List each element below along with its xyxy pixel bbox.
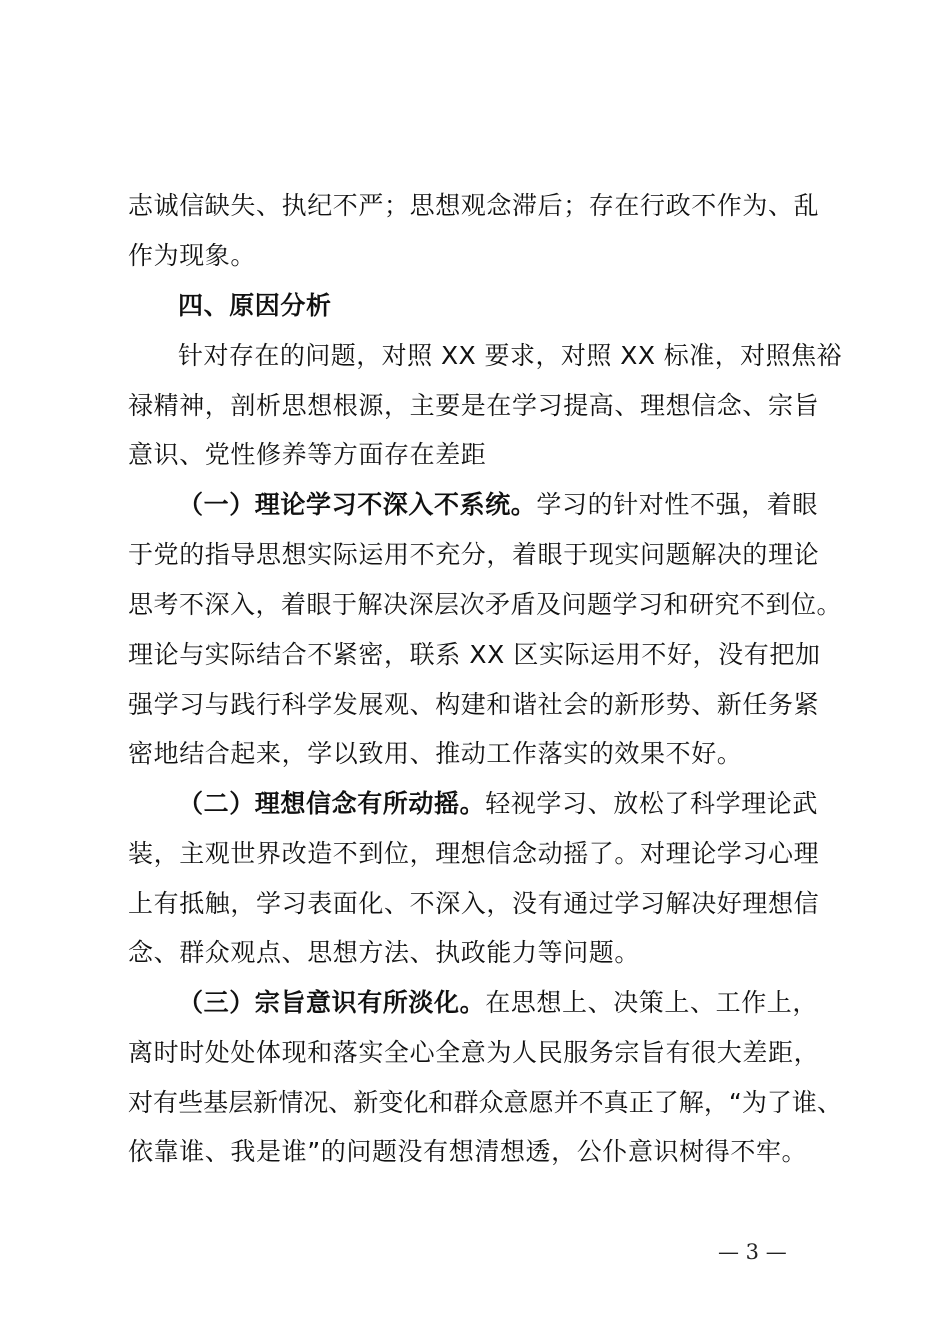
paragraph-line: 上有抵触，学习表面化、不深入，没有通过学习解决好理想信 — [128, 889, 820, 918]
subsection-3-first-line — [178, 988, 818, 1018]
paragraph-line: 依靠谁、我是谁”的问题没有想清想透，公仆意识树得不牢。 — [128, 1137, 808, 1166]
paragraph-line: 作为现象。 — [128, 241, 257, 270]
paragraph-line: 理论与实际结合不紧密，联系 XX 区实际运用不好，没有把加 — [128, 640, 821, 669]
subsection-2-text: 轻视学习、放松了科学理论武 — [485, 789, 819, 818]
paragraph-line: 装，主观世界改造不到位，理想信念动摇了。对理论学习心理 — [128, 839, 820, 868]
paragraph-line: 意识、党性修养等方面存在差距 — [128, 440, 487, 469]
paragraph-line: 于党的指导思想实际运用不充分，着眼于现实问题解决的理论 — [128, 540, 820, 569]
subsection-2-title: （二）理想信念有所动摇。 — [178, 789, 486, 818]
paragraph-line: 密地结合起来，学以致用、推动工作落实的效果不好。 — [128, 739, 743, 768]
subsection-1-title: （一）理论学习不深入不系统。 — [178, 490, 537, 519]
paragraph-line: 志诚信缺失、执纪不严；思想观念滞后；存在行政不作为、乱 — [128, 191, 820, 220]
paragraph-line: 离时时处处体现和落实全心全意为人民服务宗旨有很大差距， — [128, 1038, 820, 1067]
paragraph-line: 思考不深入，着眼于解决深层次矛盾及问题学习和研究不到位。 — [128, 590, 842, 619]
subsection-1-first-line — [178, 490, 818, 520]
subsection-1-text: 学习的针对性不强，着眼 — [536, 490, 819, 519]
paragraph-line: 禄精神，剖析思想根源，主要是在学习提高、理想信念、宗旨 — [128, 391, 820, 420]
section-title: 四、原因分析 — [178, 291, 332, 320]
subsection-3-title: （三）宗旨意识有所淡化。 — [178, 988, 486, 1017]
paragraph-line: 对有些基层新情况、新变化和群众意愿并不真正了解，“为了谁、 — [128, 1088, 842, 1117]
paragraph-line: 针对存在的问题，对照 XX 要求，对照 XX 标准，对照焦裕 — [178, 341, 842, 370]
subsection-2-first-line — [178, 789, 818, 819]
paragraph-line: 强学习与践行科学发展观、构建和谐社会的新形势、新任务紧 — [128, 690, 820, 719]
paragraph-line: 念、群众观点、思想方法、执政能力等问题。 — [128, 938, 641, 967]
subsection-3-text: 在思想上、决策上、工作上， — [485, 988, 819, 1017]
page-number: — 3 — — [718, 1240, 787, 1264]
